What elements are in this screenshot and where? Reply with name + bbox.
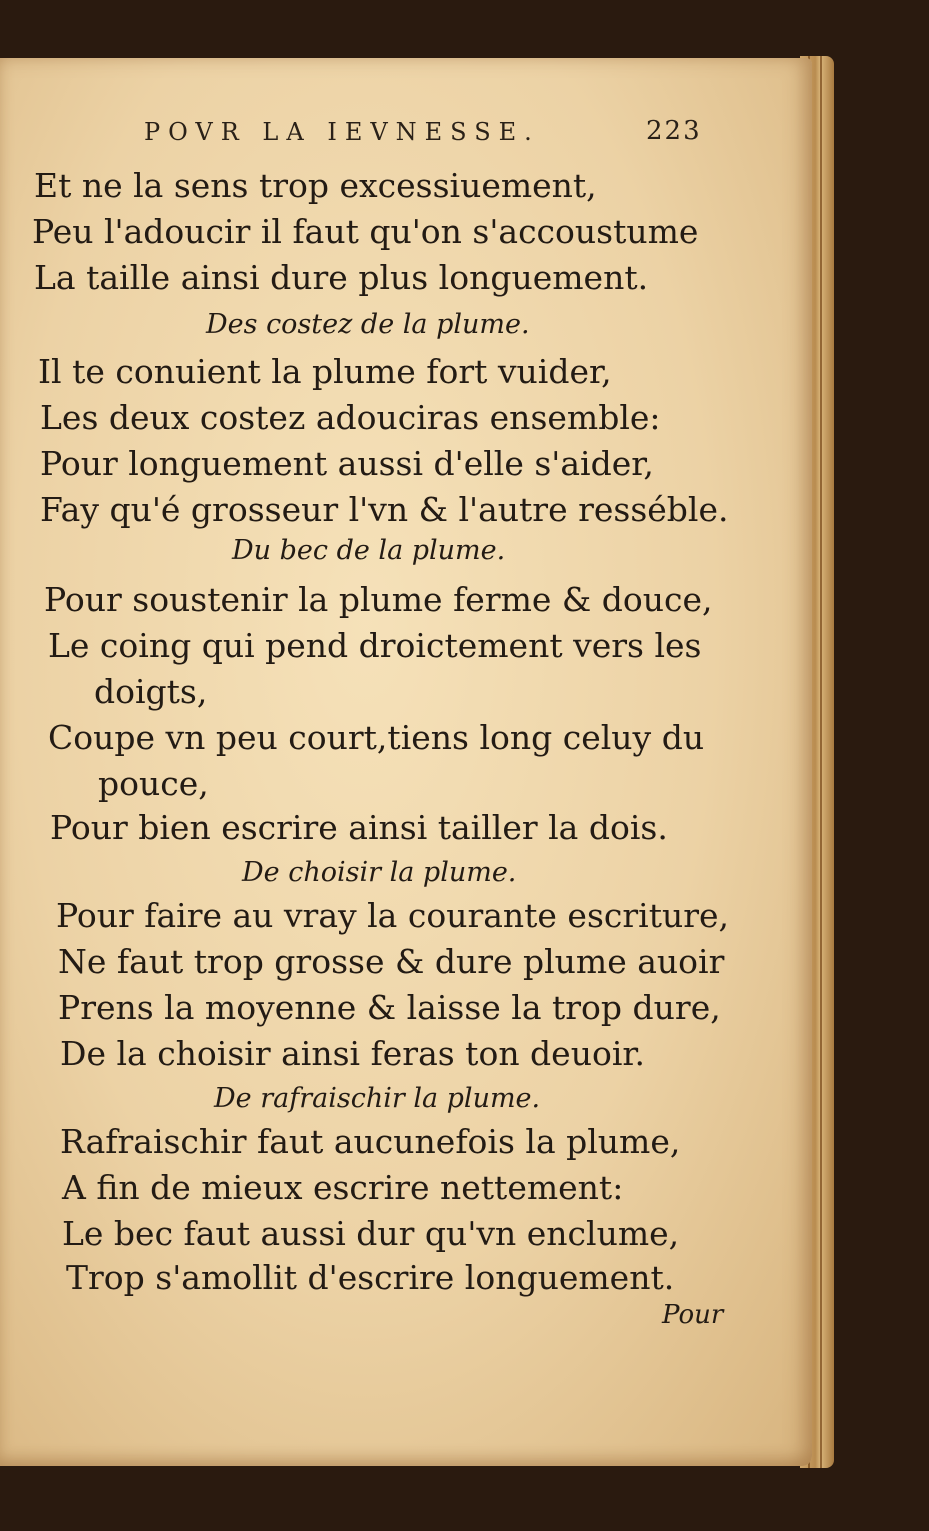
verse-line: Peu l'adoucir il faut qu'on s'accoustume (32, 212, 699, 251)
verse-line: Pour faire au vray la courante escriture, (56, 896, 730, 935)
verse-line: Rafraischir faut aucunefois la plume, (60, 1122, 681, 1161)
verse-line: pouce, (98, 764, 209, 803)
verse-line: Pour bien escrire ainsi tailler la dois. (50, 808, 668, 847)
verse-line: Fay qu'é grosseur l'vn & l'autre resséble. (40, 490, 729, 529)
verse-line: Il te conuient la plume fort vuider, (38, 352, 612, 391)
page-number: 223 (646, 116, 702, 146)
verse-line: Les deux costez adouciras ensemble: (40, 398, 661, 437)
verse-line: La taille ainsi dure plus longuement. (34, 258, 649, 297)
verse-line: Et ne la sens trop excessiuement, (34, 166, 597, 205)
verse-line: Le coing qui pend droictement vers les (48, 626, 702, 665)
verse-line: doigts, (94, 672, 208, 711)
verse-line: A fin de mieux escrire nettement: (62, 1168, 624, 1207)
verse-line: Ne faut trop grosse & dure plume auoir (58, 942, 725, 981)
catchword: Pour (662, 1300, 724, 1330)
running-head: POVR LA IEVNESSE. (144, 118, 540, 146)
section-heading: Du bec de la plume. (232, 535, 506, 566)
section-heading: De choisir la plume. (242, 857, 517, 888)
verse-line: Prens la moyenne & laisse la trop dure, (58, 988, 721, 1027)
section-heading: De rafraischir la plume. (214, 1083, 541, 1114)
verse-line: Coupe vn peu court,tiens long celuy du (48, 718, 705, 757)
verse-line: De la choisir ainsi feras ton deuoir. (60, 1034, 646, 1073)
section-heading: Des costez de la plume. (206, 309, 530, 340)
verse-line: Pour soustenir la plume ferme & douce, (44, 580, 713, 619)
verse-line: Le bec faut aussi dur qu'vn enclume, (62, 1214, 680, 1253)
verse-line: Trop s'amollit d'escrire longuement. (66, 1258, 675, 1297)
verse-line: Pour longuement aussi d'elle s'aider, (40, 444, 654, 483)
